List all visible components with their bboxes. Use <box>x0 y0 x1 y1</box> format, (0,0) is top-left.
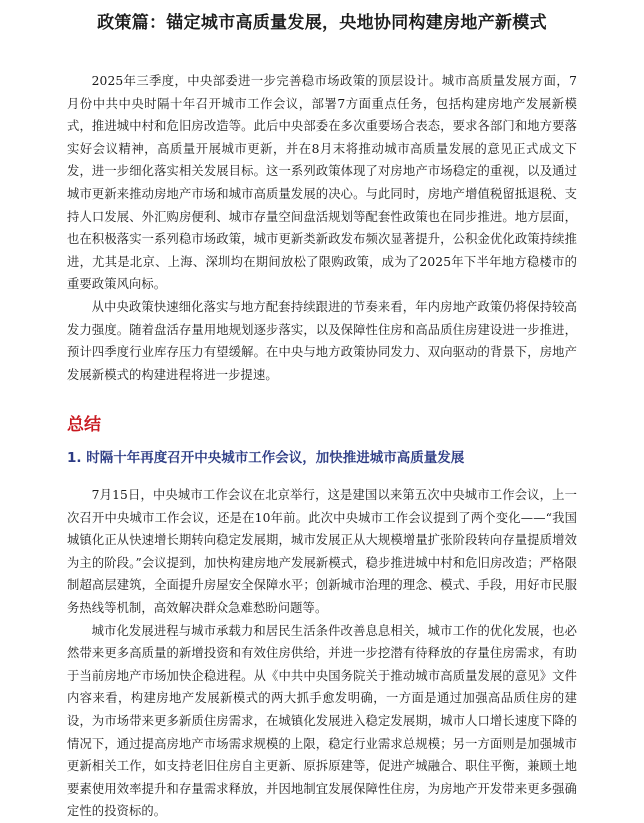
section-1-heading: 1. 时隔十年再度召开中央城市工作会议，加快推进城市高质量发展 <box>67 450 465 466</box>
intro-paragraph-2: 从中央政策快速细化落实与地方配套持续跟进的节奏来看，年内房地产政策仍将保持较高发力强度。随着盘活存量用地规划逐步落实，以及保障性住房和高品质住房建设进一步推进，预计四季度行业库存压力有望缓解。在中央与地方政策协同发力、双向驱动的背景下，房地产发展新模式的构建进程将进一步提速。 <box>67 299 577 382</box>
summary-heading: 总结 <box>67 415 101 435</box>
body-paragraph-1: 7月15日，中央城市工作会议在北京举行，这是建国以来第五次中央城市工作会议，上一次召开中央城市工作会议，还是在10年前。此次中央城市工作会议提到了两个变化——“我国城镇化正从快速增长期转向稳定发展期，城市发展正从大规模增量扩张阶段转向存量提质增效为主的阶段。”会议提到，加快构建房地产发展新模式，稳步推进城中村和危旧房改造；严格限制超高层建筑，全面提升房屋安全保障水平；创新城市治理的理念、模式、手段，用好市民服务热线等机制，高效解决群众急难愁盼问题等。 <box>67 488 577 615</box>
intro-section <box>67 70 577 386</box>
page-title: 政策篇：锚定城市高质量发展，央地协同构建房地产新模式 <box>97 13 547 33</box>
section-1-body <box>67 484 577 823</box>
intro-paragraph-1: 2025年三季度，中央部委进一步完善稳市场政策的顶层设计。城市高质量发展方面，7月份中共中央时隔十年召开城市工作会议，部署7方面重点任务，包括构建房地产发展新模式，推进城中村和危旧房改造等。此后中央部委在多次重要场合表态，要求各部门和地方要落实好会议精神，高质量开展城市更新，并在8月末将推动城市高质量发展的意见正式成文下发，进一步细化落实相关发展目标。这一系列政策体现了对房地产市场稳定的重视，以及通过城市更新来推动房地产市场和城市高质量发展的决心。与此同时，房地产增值税留抵退税、支持人口发展、外汇购房便利、城市存量空间盘活规划等配套性政策也在同步推进。地方层面，也在积极落实一系列稳市场政策，城市更新类新政发布频次显著提升，公积金优化政策持续推进，尤其是北京、上海、深圳均在期间放松了限购政策，成为了2025年下半年地方稳楼市的重要政策风向标。 <box>67 74 577 292</box>
body-paragraph-2: 城市化发展进程与城市承载力和居民生活条件改善息息相关，城市工作的优化发展，也必然带来更多高质量的新增投资和有效住房供给，并进一步挖潜有待释放的存量住房需求，有助于当前房地产市场加快企稳进程。从《中共中央国务院关于推动城市高质量发展的意见》文件内容来看，构建房地产发展新模式的两大抓手愈发明确，一方面是通过加强高品质住房的建设，为市场带来更多新质住房需求，在城镇化发展进入稳定发展期，城市人口增长速度下降的情况下，通过提高房地产市场需求规模的上限，稳定行业需求总规模；另一方面则是加强城市更新相关工作，如支持老旧住房自主更新、原拆原建等，促进产城融合、职住平衡，兼顾土地要素使用效率提升和存量需求释放，并因地制宜发展保障性住房，为房地产开发带来更多强确定性的投资标的。 <box>67 623 577 819</box>
